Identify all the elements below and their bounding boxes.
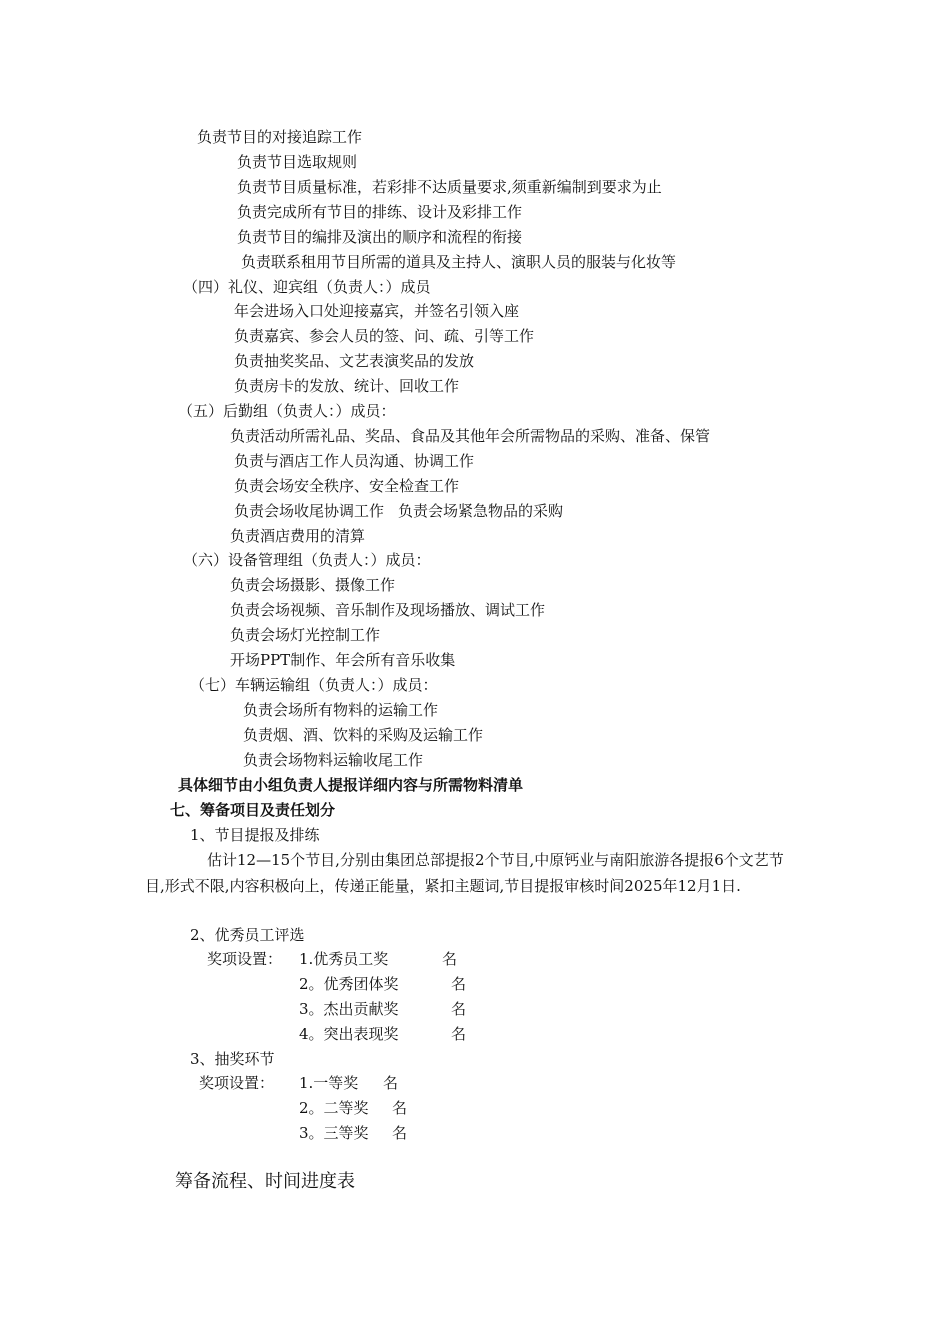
section7-sub3: 3、抽奖环节: [190, 1050, 275, 1068]
award-item-3: 3。杰出贡献奖: [299, 1000, 399, 1018]
transport-header: （七）车辆运输组（负责人：）成员：: [190, 676, 438, 694]
schedule-title: 筹备流程、时间进度表: [175, 1171, 355, 1192]
award-item-2: 2。优秀团体奖: [299, 975, 399, 993]
lottery-unit-2: 名: [392, 1099, 408, 1117]
programs-item-3: 负责完成所有节目的排练、设计及彩排工作: [237, 203, 523, 221]
etiquette-item-2: 负责嘉宾、参会人员的签、问、疏、引等工作: [234, 327, 535, 345]
equipment-header: （六）设备管理组（负责人：）成员：: [183, 551, 431, 569]
award-unit-4: 名: [451, 1025, 467, 1043]
section7-sub2: 2、优秀员工评选: [190, 926, 305, 944]
award-unit-2: 名: [451, 975, 467, 993]
details-note: 具体细节由小组负责人提报详细内容与所需物料清单: [178, 776, 524, 794]
programs-item-5: 负责联系租用节目所需的道具及主持人、演职人员的服装与化妆等: [241, 253, 677, 271]
awards-label: 奖项设置：: [207, 950, 283, 968]
etiquette-item-4: 负责房卡的发放、统计、回收工作: [234, 377, 460, 395]
award-item-1: 1.优秀员工奖: [299, 950, 389, 968]
logistics-item-2: 负责与酒店工作人员沟通、协调工作: [234, 452, 475, 470]
section7-sub1: 1、节目提报及排练: [190, 826, 320, 844]
equipment-item-3: 负责会场灯光控制工作: [230, 626, 381, 644]
transport-item-3: 负责会场物料运输收尾工作: [243, 751, 424, 769]
lottery-item-1: 1.一等奖: [299, 1074, 359, 1092]
lottery-item-2: 2。二等奖: [299, 1099, 369, 1117]
equipment-item-2: 负责会场视频、音乐制作及现场播放、调试工作: [230, 601, 546, 619]
logistics-item-4b: 负责会场紧急物品的采购: [398, 502, 564, 520]
award-unit-1: 名: [442, 950, 458, 968]
etiquette-item-3: 负责抽奖奖品、文艺表演奖品的发放: [234, 352, 475, 370]
logistics-header: （五）后勤组（负责人：）成员：: [178, 402, 396, 420]
lottery-label: 奖项设置：: [199, 1074, 275, 1092]
equipment-item-1: 负责会场摄影、摄像工作: [230, 576, 396, 594]
logistics-item-4-row: [234, 501, 563, 521]
programs-header: 负责节目的对接追踪工作: [197, 128, 363, 146]
transport-item-2: 负责烟、酒、饮料的采购及运输工作: [243, 726, 484, 744]
etiquette-header: （四）礼仪、迎宾组（负责人：）成员: [183, 278, 431, 296]
logistics-item-1: 负责活动所需礼品、奖品、食品及其他年会所需物品的采购、准备、保管: [230, 427, 711, 445]
logistics-item-5: 负责酒店费用的清算: [230, 527, 366, 545]
programs-item-2: 负责节目质量标准，若彩排不达质量要求,须重新编制到要求为止: [237, 178, 662, 196]
transport-item-1: 负责会场所有物料的运输工作: [243, 701, 439, 719]
award-unit-3: 名: [451, 1000, 467, 1018]
equipment-item-4: 开场PPT制作、年会所有音乐收集: [230, 651, 456, 669]
lottery-item-3: 3。三等奖: [299, 1124, 369, 1142]
lottery-unit-1: 名: [383, 1074, 399, 1092]
section7-title: 七、筹备项目及责任划分: [170, 801, 336, 819]
etiquette-item-1: 年会进场入口处迎接嘉宾，并签名引领入座: [234, 302, 520, 320]
programs-item-1: 负责节目选取规则: [237, 153, 358, 171]
program-paragraph: 估计12—15个节目,分别由集团总部提报2个节目,中原钙业与南阳旅游各提报6个文艺节目,形式不限,内容积极向上，传递正能量，紧扣主题词,节目提报审核时间2025年12月1日.: [145, 851, 784, 895]
programs-item-4: 负责节目的编排及演出的顺序和流程的衔接: [237, 228, 523, 246]
logistics-item-3: 负责会场安全秩序、安全检查工作: [234, 477, 460, 495]
logistics-item-4a: 负责会场收尾协调工作: [234, 502, 385, 520]
award-item-4: 4。突出表现奖: [299, 1025, 399, 1043]
lottery-unit-3: 名: [392, 1124, 408, 1142]
